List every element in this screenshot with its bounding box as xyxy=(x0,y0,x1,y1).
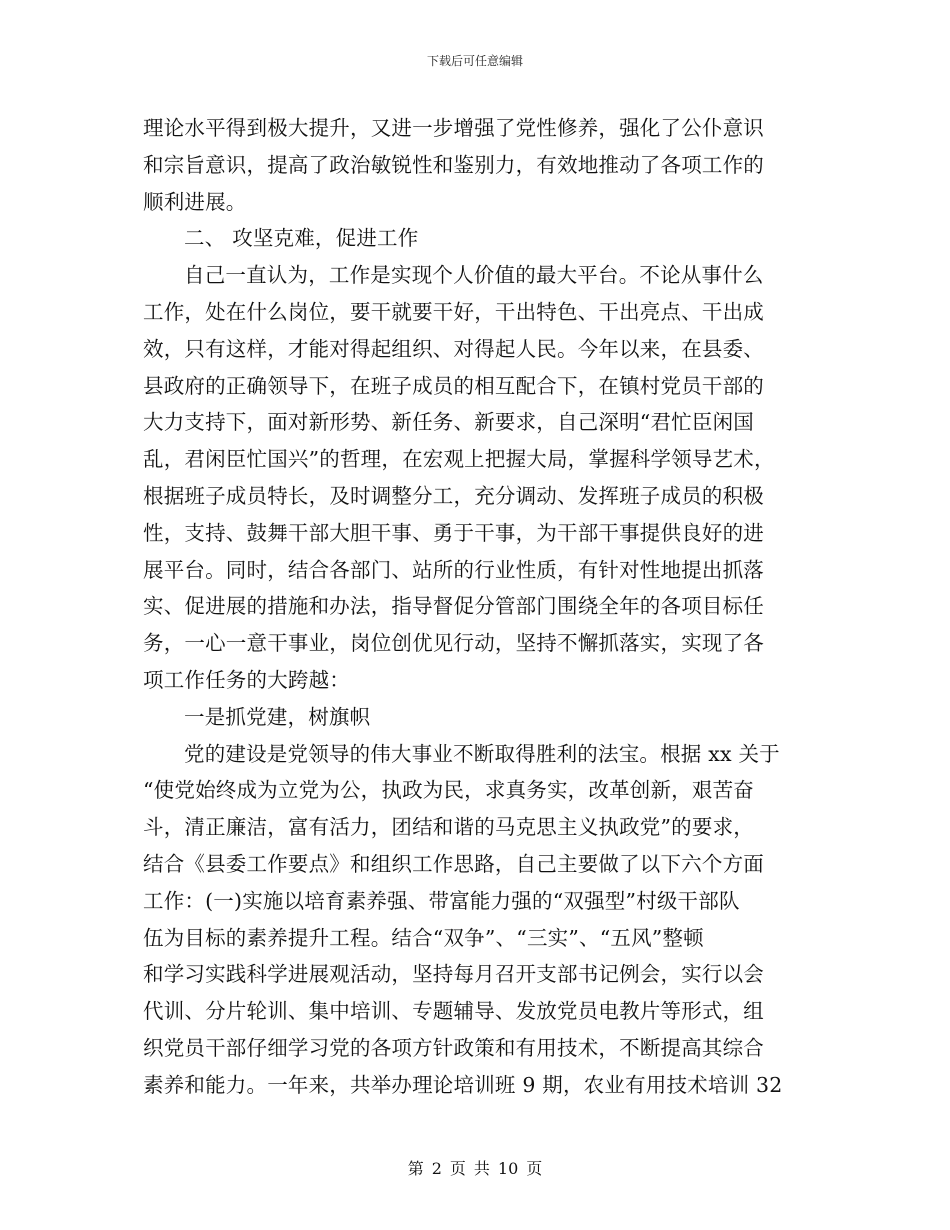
paragraph-line: 展平台。同时，结合各部门、站所的行业性质，有针对性地提出抓落 xyxy=(143,557,764,582)
page-number: 2 xyxy=(431,1159,442,1178)
section-heading: 二、 攻坚克难，促进工作 xyxy=(184,226,419,251)
footer-of: 共 xyxy=(473,1159,490,1178)
paragraph-line: 效，只有这样，才能对得起组织、对得起人民。今年以来，在县委、 xyxy=(143,336,764,361)
paragraph-line: 工作：(一)实施以培育素养强、带富能力强的“双强型”村级干部队 xyxy=(143,888,740,913)
paragraph-line: 自己一直认为，工作是实现个人价值的最大平台。不论从事什么 xyxy=(184,263,764,288)
paragraph-line: 和学习实践科学进展观活动，坚持每月召开支部书记例会，实行以会 xyxy=(143,962,764,987)
body-text xyxy=(143,110,808,1104)
page-total: 10 xyxy=(497,1159,519,1178)
paragraph-line: 素养和能力。一年来，共举办理论培训班 9 期，农业有用技术培训 32 xyxy=(143,1072,783,1097)
paragraph-line: 项工作任务的大跨越： xyxy=(143,667,350,692)
paragraph-line: 斗，清正廉洁，富有活力，团结和谐的马克思主义执政党”的要求， xyxy=(143,815,754,840)
paragraph-line: 务，一心一意干事业，岗位创优见行动，坚持不懈抓落实，实现了各 xyxy=(143,631,764,656)
sub-heading: 一是抓党建，树旗帜 xyxy=(184,704,371,729)
paragraph-line: 乱，君闲臣忙国兴”的哲理，在宏观上把握大局，掌握科学领导艺术， xyxy=(143,447,775,472)
page-header: 下载后可任意编辑 xyxy=(426,54,523,68)
paragraph-line: 代训、分片轮训、集中培训、专题辅导、发放党员电教片等形式，组 xyxy=(143,999,764,1024)
paragraph-line: 性，支持、鼓舞干部大胆干事、勇于干事，为干部干事提供良好的进 xyxy=(143,520,764,545)
paragraph-line: “使党始终成为立党为公，执政为民，求真务实，改革创新，艰苦奋 xyxy=(143,778,754,803)
paragraph-line: 根据班子成员特长，及时调整分工，充分调动、发挥班子成员的积极 xyxy=(143,483,764,508)
footer-suffix: 页 xyxy=(526,1159,543,1178)
paragraph-line: 实、促进展的措施和办法，指导督促分管部门围绕全年的各项目标任 xyxy=(143,594,764,619)
paragraph-line: 县政府的正确领导下，在班子成员的相互配合下，在镇村党员干部的 xyxy=(143,373,764,398)
paragraph-line: 大力支持下，面对新形势、新任务、新要求，自己深明“君忙臣闲国 xyxy=(143,410,754,435)
paragraph-line: 织党员干部仔细学习党的各项方针政策和有用技术，不断提高其综合 xyxy=(143,1035,764,1060)
paragraph-line: 工作，处在什么岗位，要干就要干好，干出特色、干出亮点、干出成 xyxy=(143,299,764,324)
paragraph-line: 结合《县委工作要点》和组织工作思路，自己主要做了以下六个方面 xyxy=(143,851,764,876)
paragraph-line: 理论水平得到极大提升，又进一步增强了党性修养，强化了公仆意识 xyxy=(143,116,764,140)
paragraph-line: 党的建设是党领导的伟大事业不断取得胜利的法宝。根据 xx 关于 xyxy=(184,741,780,766)
page-footer xyxy=(0,1156,950,1179)
paragraph-line: 和宗旨意识，提高了政治敏锐性和鉴别力，有效地推动了各项工作的 xyxy=(143,152,764,177)
footer-prefix: 第 xyxy=(407,1159,424,1178)
paragraph-line: 伍为目标的素养提升工程。结合“双争”、“三实”、“五风”整顿 xyxy=(143,925,704,950)
paragraph-line: 顺利进展。 xyxy=(143,189,247,214)
footer-middle: 页 xyxy=(449,1159,466,1178)
